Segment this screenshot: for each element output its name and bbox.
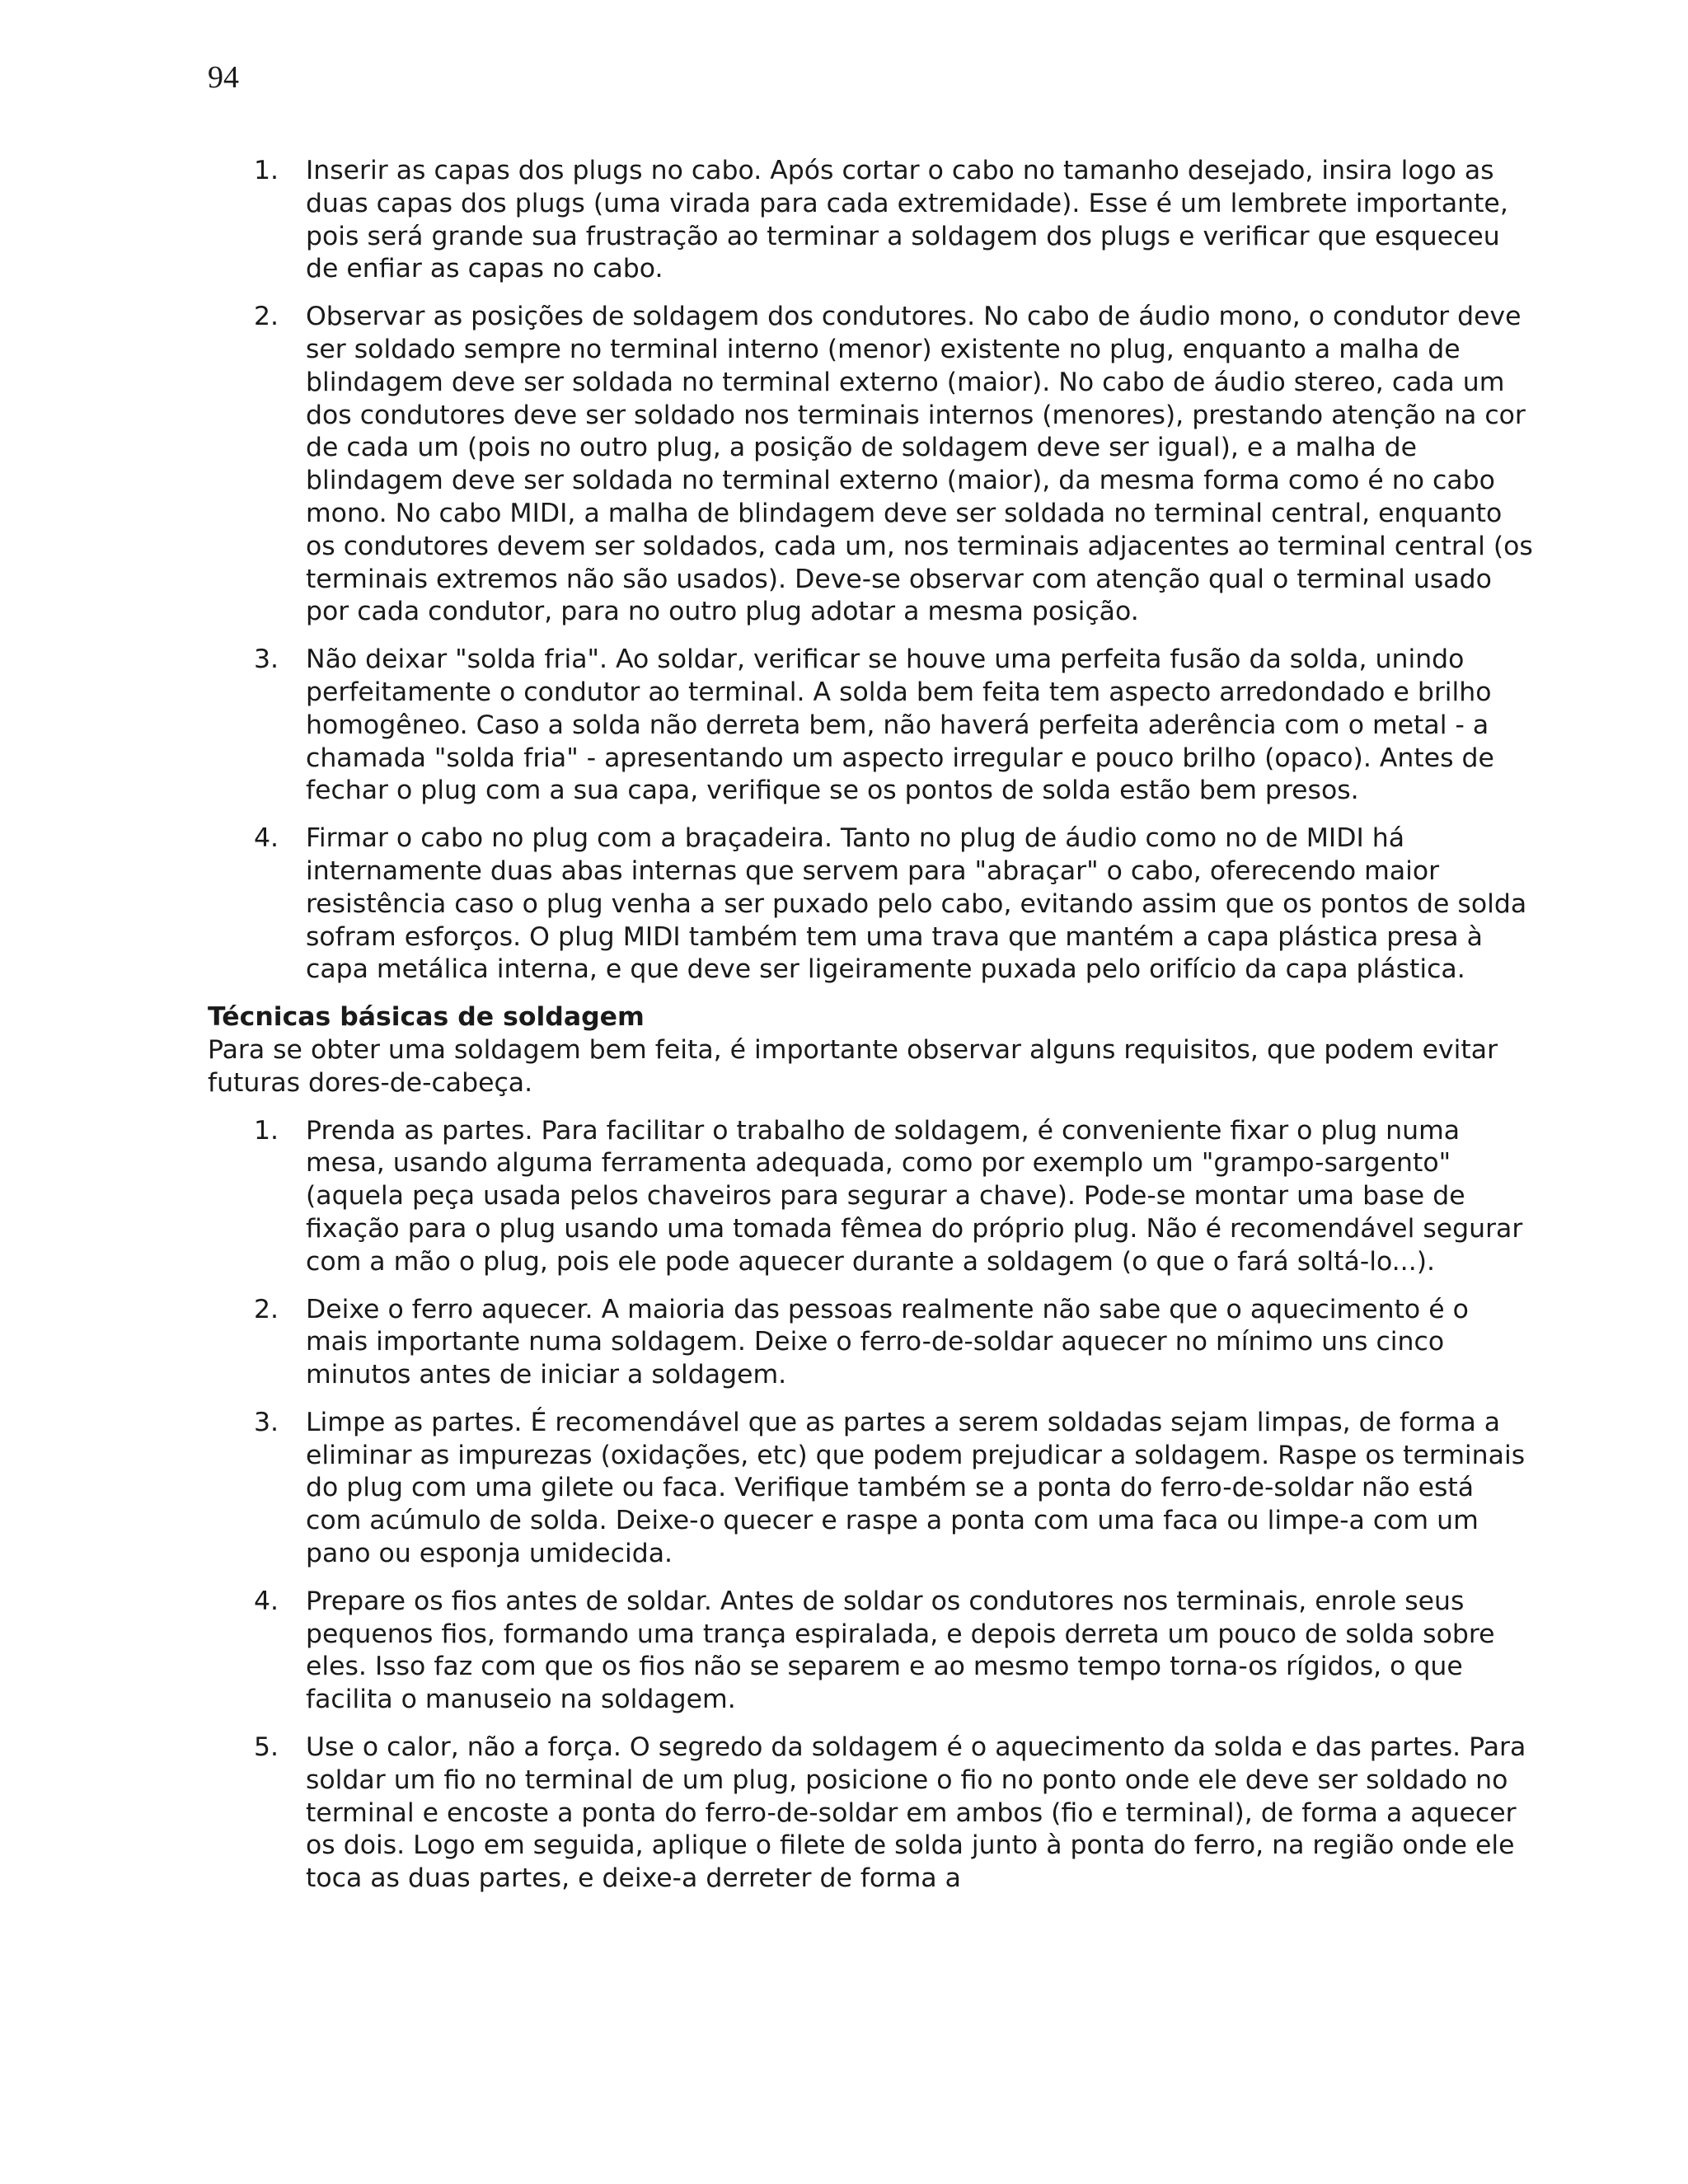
list-item xyxy=(208,1586,1535,1717)
list-item-text: Use o calor, não a força. O segredo da soldagem é o aquecimento da solda e das partes. Para soldar um fio no terminal de um plug, posicione o fio no ponto onde ele deve ser soldado no terminal e encoste a ponta do ferro-de-soldar em ambos (fio e terminal), de forma a aquecer os dois. Logo em seguida, aplique o filete de solda junto à ponta do ferro, na região onde ele toca as duas partes, e deixe-a derreter de forma a xyxy=(306,1732,1526,1894)
list-item xyxy=(208,823,1535,987)
list-item-text: Prepare os fios antes de soldar. Antes de soldar os condutores nos terminais, enrole seus pequenos fios, formando uma trança espiralada, e depois derreta um pouco de solda sobre eles. Isso faz com que os fios não se separem e ao mesmo tempo torna-os rígidos, o que facilita o manuseio na soldagem. xyxy=(306,1586,1495,1715)
list-item-number: 1. xyxy=(254,1115,279,1146)
list-item xyxy=(208,1294,1535,1392)
page-content xyxy=(208,155,1535,1910)
list-item-number: 4. xyxy=(254,1586,279,1616)
list-item xyxy=(208,301,1535,629)
page-number: 94 xyxy=(208,60,239,95)
list-item xyxy=(208,155,1535,286)
cable-steps-list xyxy=(208,155,1535,987)
list-item-number: 3. xyxy=(254,1407,279,1437)
list-item-text: Deixe o ferro aquecer. A maioria das pessoas realmente não sabe que o aquecimento é o mais importante numa soldagem. Deixe o ferro-de-soldar aquecer no mínimo uns cinco minutos antes de iniciar a soldagem. xyxy=(306,1294,1469,1390)
list-item-number: 3. xyxy=(254,644,279,675)
list-item xyxy=(208,1732,1535,1896)
list-item xyxy=(208,1407,1535,1571)
list-item-text: Firmar o cabo no plug com a braçadeira. Tanto no plug de áudio como no de MIDI há internamente duas abas internas que servem para "abraçar" o cabo, oferecendo maior resistência caso o plug venha a ser puxado pelo cabo, evitando assim que os pontos de solda sofram esforços. O plug MIDI também tem uma trava que mantém a capa plástica presa à capa metálica interna, e que deve ser ligeiramente puxada pelo orifício da capa plástica. xyxy=(306,823,1527,985)
list-item-text: Observar as posições de soldagem dos condutores. No cabo de áudio mono, o condutor deve ser soldado sempre no terminal interno (menor) existente no plug, enquanto a malha de blindagem deve ser soldada no terminal externo (maior). No cabo de áudio stereo, cada um dos condutores deve ser soldado nos terminais internos (menores), prestando atenção na cor de cada um (pois no outro plug, a posição de soldagem deve ser igual), e a malha de blindagem deve ser soldada no terminal externo (maior), da mesma forma como é no cabo mono. No cabo MIDI, a malha de blindagem deve ser soldada no terminal central, enquanto os condutores devem ser soldados, cada um, nos terminais adjacentes ao terminal central (os terminais extremos não são usados). Deve-se observar com atenção qual o terminal usado por cada condutor, para no outro plug adotar a mesma posição. xyxy=(306,302,1533,627)
list-item-text: Limpe as partes. É recomendável que as partes a serem soldadas sejam limpas, de forma a eliminar as impurezas (oxidações, etc) que podem prejudicar a soldagem. Raspe os terminais do plug com uma gilete ou faca. Verifique também se a ponta do ferro-de-soldar não está com acúmulo de solda. Deixe-o quecer e raspe a ponta com uma faca ou limpe-a com um pano ou esponja umidecida. xyxy=(306,1407,1526,1569)
list-item-number: 2. xyxy=(254,1294,279,1324)
list-item-text: Não deixar "solda fria". Ao soldar, verificar se houve uma perfeita fusão da solda, unindo perfeitamente o condutor ao terminal. A solda bem feita tem aspecto arredondado e brilho homogêneo. Caso a solda não derreta bem, não haverá perfeita aderência com o metal - a chamada "solda fria" - apresentando um aspecto irregular e pouco brilho (opaco). Antes de fechar o plug com a sua capa, verifique se os pontos de solda estão bem presos. xyxy=(306,644,1494,806)
soldering-tips-list xyxy=(208,1115,1535,1896)
list-item xyxy=(208,644,1535,808)
section-intro: Para se obter uma soldagem bem feita, é importante observar alguns requisitos, que podem evitar futuras dores-de-cabeça. xyxy=(208,1034,1498,1098)
list-item-number: 4. xyxy=(254,823,279,854)
list-item-text: Inserir as capas dos plugs no cabo. Após cortar o cabo no tamanho desejado, insira logo as duas capas dos plugs (uma virada para cada extremidade). Esse é um lembrete importante, pois será grande sua frustração ao terminar a soldagem dos plugs e verificar que esqueceu de enfiar as capas no cabo. xyxy=(306,156,1508,284)
list-item-number: 1. xyxy=(254,156,279,185)
list-item-number: 2. xyxy=(254,302,279,332)
list-item-number: 5. xyxy=(254,1732,279,1763)
list-item xyxy=(208,1115,1535,1279)
list-item-text: Prenda as partes. Para facilitar o trabalho de soldagem, é conveniente fixar o plug numa mesa, usando alguma ferramenta adequada, como por exemplo um "grampo-sargento" (aquela peça usada pelos chaveiros para segurar a chave). Pode-se montar uma base de fixação para o plug usando uma tomada fêmea do próprio plug. Não é recomendável segurar com a mão o plug, pois ele pode aquecer durante a soldagem (o que o fará soltá-lo...). xyxy=(306,1115,1523,1277)
section-title: Técnicas básicas de soldagem xyxy=(208,1002,645,1033)
